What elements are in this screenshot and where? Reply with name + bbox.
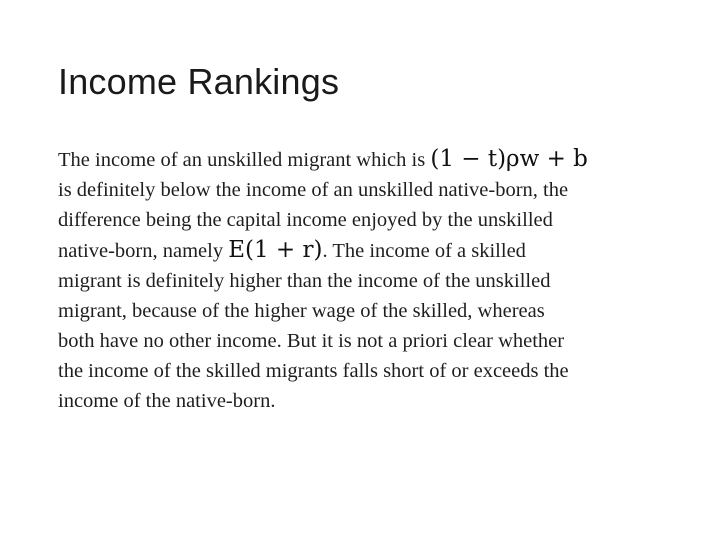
body-line: [58, 266, 658, 296]
body-line: [58, 296, 658, 326]
body-text: migrant, because of the higher wage of the skilled, whereas: [58, 300, 545, 322]
body-text: native-born, namely: [58, 240, 229, 262]
body-line: [58, 356, 658, 386]
body-line: [58, 144, 658, 175]
body-text: the income of the skilled migrants falls short of or exceeds the: [58, 360, 569, 382]
body-line: [58, 326, 658, 356]
body-text: both have no other income. But it is not a priori clear whether: [58, 330, 565, 352]
body-line: [58, 386, 658, 416]
body-line: [58, 175, 658, 205]
body-text: . The income of a skilled: [322, 240, 526, 262]
slide-body-text: [58, 144, 658, 416]
body-text: The income of an unskilled migrant which is: [58, 149, 431, 171]
body-text: is definitely below the income of an unskilled native-born, the: [58, 179, 569, 201]
body-line: [58, 205, 658, 235]
math-formula-income-unskilled-migrant: (1 − t)ρw + b: [430, 146, 588, 172]
slide-title: Income Rankings: [58, 61, 340, 102]
body-text: migrant is definitely higher than the income of the unskilled: [58, 270, 551, 292]
body-line: [58, 235, 658, 266]
body-text: income of the native-born.: [58, 390, 276, 412]
math-formula-capital-income: E(1 + r): [228, 237, 323, 263]
body-text: difference being the capital income enjoyed by the unskilled: [58, 209, 553, 231]
